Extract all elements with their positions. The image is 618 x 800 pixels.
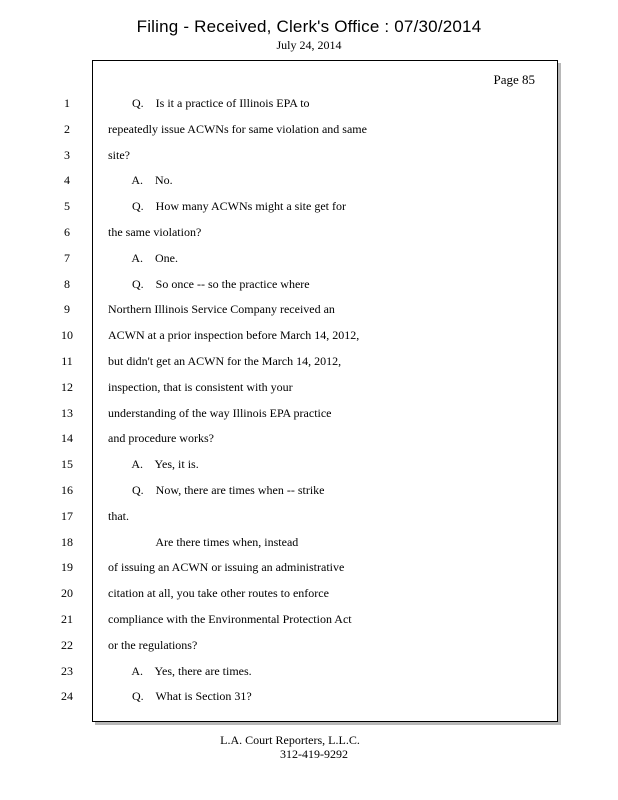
line-number: 19 [61, 560, 73, 574]
transcript-line: inspection, that is consistent with your [108, 380, 293, 394]
line-number: 2 [64, 122, 70, 136]
line-number: 16 [61, 483, 73, 497]
line-number: 17 [61, 509, 73, 523]
page-number: Page 85 [493, 72, 535, 87]
line-number: 18 [61, 535, 73, 549]
line-number: 12 [61, 380, 73, 394]
reporter-phone: 312-419-9292 [280, 747, 348, 761]
transcript-line: citation at all, you take other routes to enforce [108, 586, 329, 600]
line-number: 20 [61, 586, 73, 600]
transcript-line: the same violation? [108, 225, 202, 239]
transcript-line: repeatedly issue ACWNs for same violation and same [108, 122, 367, 136]
transcript-line: Q. Now, there are times when -- strike [108, 483, 325, 497]
line-number: 9 [64, 302, 70, 316]
transcript-line: or the regulations? [108, 638, 198, 652]
transcript-line: A. Yes, there are times. [108, 664, 252, 678]
line-number: 1 [64, 96, 70, 110]
line-number: 3 [64, 148, 70, 162]
line-number: 22 [61, 638, 73, 652]
transcript-line: of issuing an ACWN or issuing an administrative [108, 560, 345, 574]
line-number: 4 [64, 173, 70, 187]
line-number: 5 [64, 199, 70, 213]
transcript-line: understanding of the way Illinois EPA practice [108, 406, 332, 420]
transcript-line: Q. What is Section 31? [108, 689, 252, 703]
transcript-line: A. One. [108, 251, 178, 265]
transcript-line: compliance with the Environmental Protection Act [108, 612, 352, 626]
transcript-line: A. Yes, it is. [108, 457, 199, 471]
line-number: 15 [61, 457, 73, 471]
reporter-company: L.A. Court Reporters, L.L.C. [220, 733, 360, 747]
line-number: 13 [61, 406, 73, 420]
transcript-line: that. [108, 509, 129, 523]
line-number: 7 [64, 251, 70, 265]
filing-stamp: Filing - Received, Clerk's Office : 07/30/2014 [136, 17, 482, 36]
transcript-line: Are there times when, instead [108, 535, 299, 549]
deposition-date: July 24, 2014 [276, 38, 342, 52]
line-number: 14 [61, 431, 73, 445]
transcript-line: ACWN at a prior inspection before March 14, 2012, [108, 328, 360, 342]
transcript-line: A. No. [108, 173, 173, 187]
transcript-line: Q. So once -- so the practice where [108, 277, 310, 291]
line-number: 24 [61, 689, 73, 703]
transcript-line: Q. Is it a practice of Illinois EPA to [108, 96, 310, 110]
line-number: 23 [61, 664, 73, 678]
line-number: 10 [61, 328, 73, 342]
transcript-line: but didn't get an ACWN for the March 14, 2012, [108, 354, 342, 368]
transcript-line: Q. How many ACWNs might a site get for [108, 199, 346, 213]
line-number: 11 [61, 354, 73, 368]
transcript-line: and procedure works? [108, 431, 214, 445]
line-number: 21 [61, 612, 73, 626]
transcript-line: Northern Illinois Service Company received an [108, 302, 335, 316]
transcript-line: site? [108, 148, 130, 162]
line-number: 6 [64, 225, 70, 239]
line-number: 8 [64, 277, 70, 291]
